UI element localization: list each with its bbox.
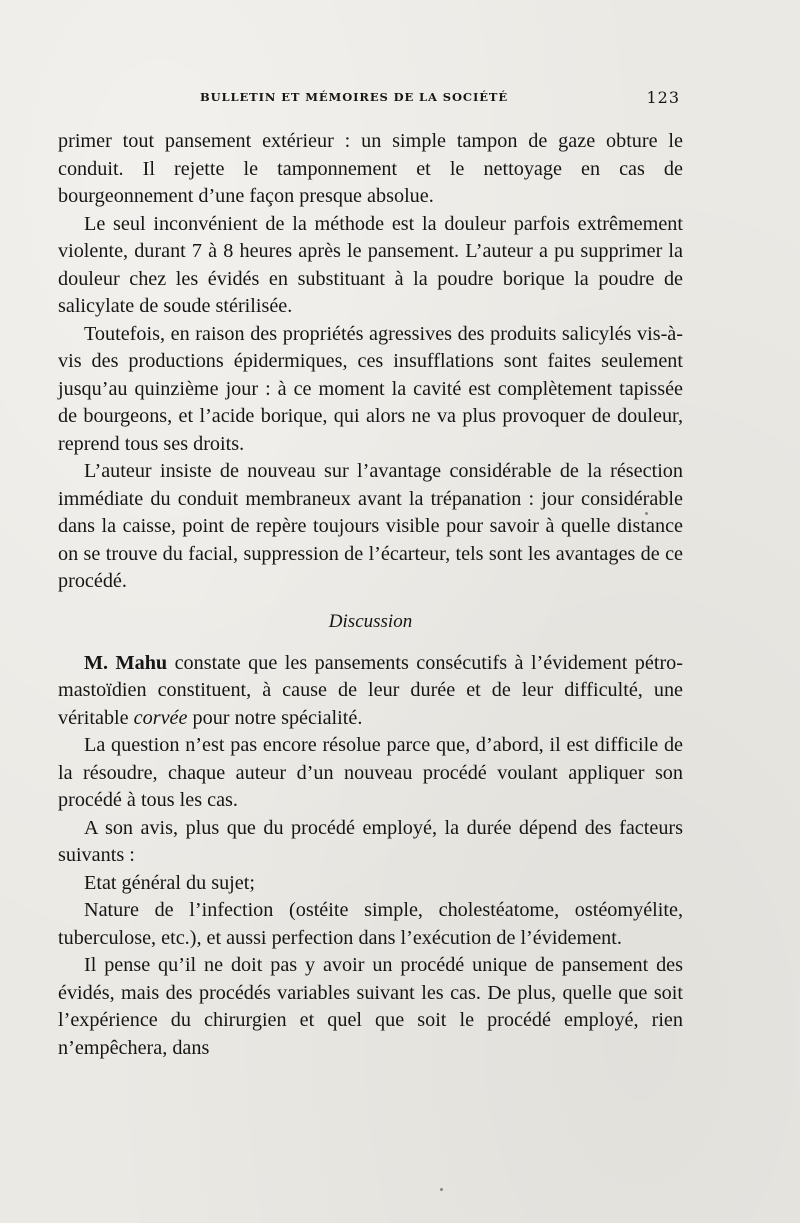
body-text (58, 128, 683, 1062)
discussion-paragraph-2: La question n’est pas encore résolue parce que, d’abord, il est difficile de la résoudre, chaque auteur d’un nouveau procédé voulant appliquer son procédé à tous les cas. (58, 734, 683, 811)
print-speck (645, 512, 648, 515)
running-title: BULLETIN ET MÉMOIRES DE LA SOCIÉTÉ (200, 90, 509, 104)
paragraph-3: Toutefois, en raison des propriétés agressives des produits salicylés vis-à-vis des productions épidermiques, ces insufflations sont faites seulement jusqu’au quinzième jour : à ce moment la cavité est complètement tapissée de bourgeons, et l’acide borique, qui alors ne va plus provoquer de douleur, reprend tous ses droits. (58, 322, 683, 455)
print-speck (440, 1188, 443, 1191)
discussion-paragraph-4: Etat général du sujet; (84, 871, 255, 894)
page-number: 123 (646, 88, 680, 107)
section-title-discussion: Discussion (328, 610, 413, 632)
speaker-name: M. Mahu (84, 651, 168, 674)
paragraph-1: primer tout pansement extérieur : un simple tampon de gaze obture le conduit. Il rejette le tamponnement et le nettoyage en cas de bourgeonnement d’une façon presque absolue. (58, 130, 683, 207)
paragraph-4: L’auteur insiste de nouveau sur l’avantage considérable de la résection immédiate du conduit membraneux avant la trépanation : jour considérable dans la caisse, point de repère toujours visible pour savoir à quelle distance on se trouve du facial, suppression de l’écarteur, tels sont les avantages de ce procédé. (58, 460, 683, 592)
paragraph-2: Le seul inconvénient de la méthode est la douleur parfois extrêmement violente, durant 7 à 8 heures après le pansement. L’auteur a pu supprimer la douleur chez les évidés en substituant à la poudre borique la poudre de salicylate de soude stérilisée. (58, 212, 683, 317)
discussion-text-a: constate que les pansements consécutifs à l’évidement pétro-mastoïdien constituent, à cause de leur durée et de leur difficulté, une véritable (58, 651, 684, 729)
discussion-emphasis: corvée (133, 706, 188, 729)
discussion-paragraph-3: A son avis, plus que du procédé employé, la durée dépend des facteurs suivants : (58, 816, 683, 866)
discussion-paragraph-5: Nature de l’infection (ostéite simple, cholestéatome, ostéomyélite, tuberculose, etc.), et aussi perfection dans l’exécution de l’évidement. (58, 899, 683, 949)
discussion-text-b: pour notre spécialité. (187, 706, 363, 729)
running-header (200, 90, 680, 110)
discussion-paragraph-1 (58, 650, 683, 733)
discussion-paragraph-6: Il pense qu’il ne doit pas y avoir un procédé unique de pansement des évidés, mais des procédés variables suivant les cas. De plus, quelle que soit l’expérience du chirurgien et quel que soit le procédé employé, rien n’empêchera, dans (58, 954, 683, 1059)
